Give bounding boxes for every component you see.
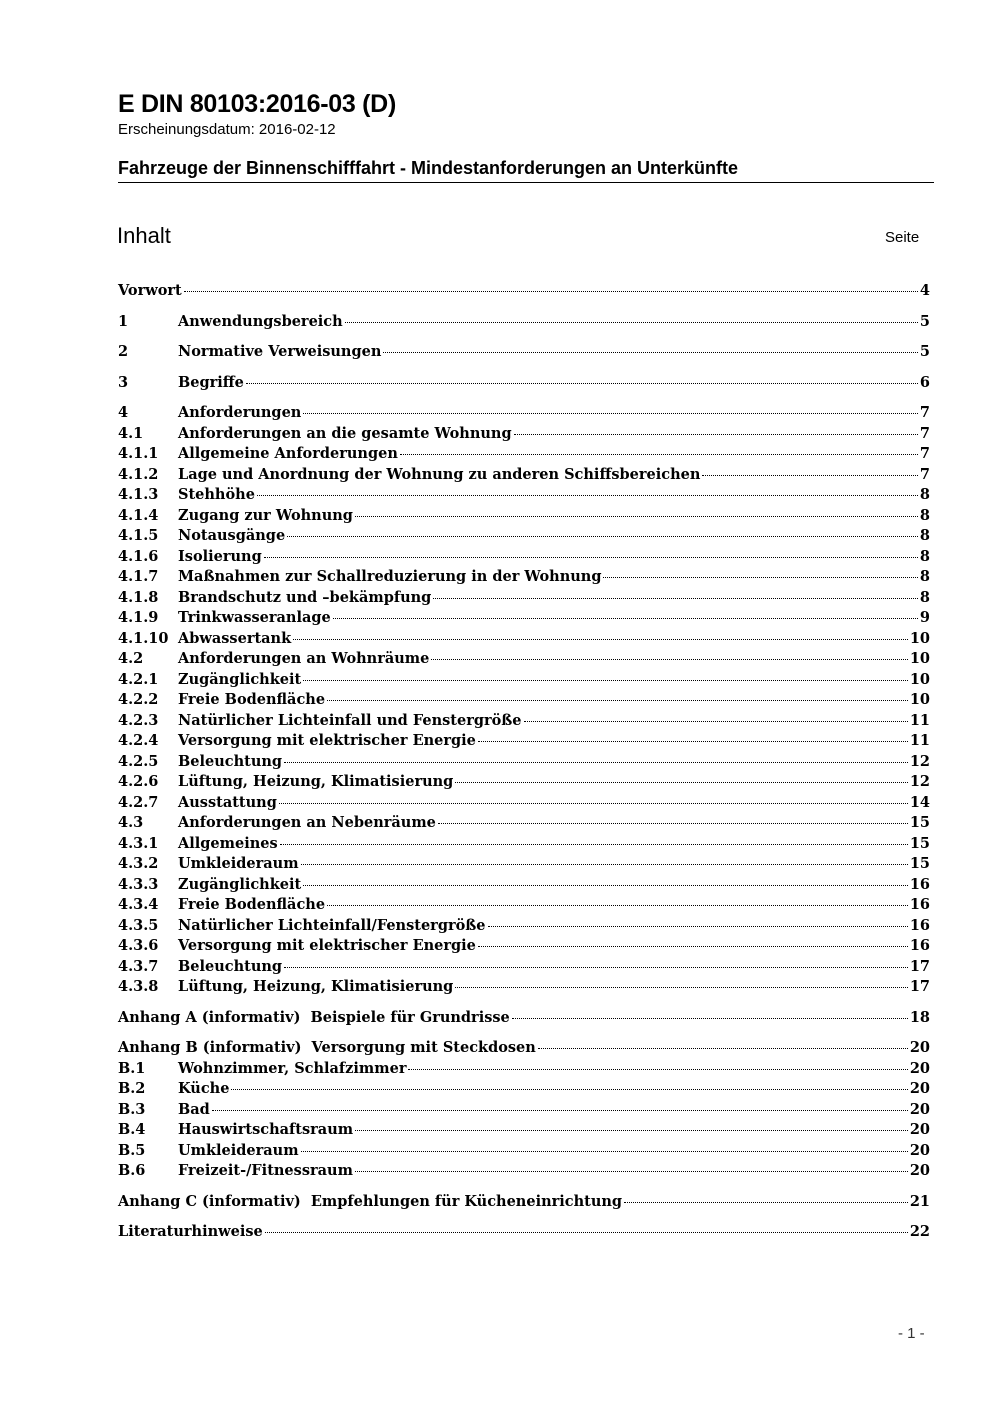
toc-dot-leader [264, 557, 918, 558]
toc-entry-page: 8 [919, 568, 930, 585]
toc-entry[interactable] [118, 957, 930, 978]
toc-entry[interactable] [118, 977, 930, 998]
toc-entry-number: 4.1.4 [118, 506, 159, 524]
toc-entry-page: 16 [909, 875, 930, 893]
toc-entry-title: Zugänglichkeit [178, 670, 302, 688]
toc-entry-title: Lage und Anordnung der Wohnung zu anderen Schiffsbereichen [178, 465, 701, 483]
toc-entry-title: Literaturhinweise [118, 1223, 263, 1240]
toc-entry-number: 4.1.1 [118, 445, 159, 462]
toc-entry-title: Isolierung [178, 547, 262, 565]
toc-entry-number: B.5 [118, 1141, 146, 1159]
toc-entry-number: 4.1.5 [118, 527, 159, 544]
toc-dot-leader [246, 383, 918, 384]
toc-entry[interactable] [118, 526, 930, 547]
toc-entry-number: B.1 [118, 1059, 146, 1077]
toc-entry-title: Anwendungsbereich [178, 312, 343, 330]
toc-dot-leader [293, 639, 908, 640]
toc-dot-leader [303, 413, 918, 414]
toc-entry[interactable] [118, 690, 930, 711]
toc-entry-page: 16 [909, 916, 930, 934]
toc-entry-number: 4.2.6 [118, 773, 159, 790]
toc-entry-number: 4.2.3 [118, 711, 159, 729]
toc-dot-leader [301, 1151, 908, 1152]
toc-entry[interactable] [118, 772, 930, 793]
toc-dot-leader [257, 495, 918, 496]
toc-entry-title: Bad [178, 1100, 210, 1118]
toc-entry[interactable] [118, 1161, 930, 1182]
toc-entry[interactable] [118, 752, 930, 773]
toc-entry-number: B.3 [118, 1100, 146, 1118]
toc-dot-leader [333, 618, 918, 619]
toc-entry-page: 10 [909, 650, 930, 667]
toc-entry-number: 4.3.7 [118, 957, 159, 975]
toc-dot-leader [524, 721, 908, 722]
toc-entry-number: 4.2.1 [118, 670, 159, 688]
toc-entry-title: Hauswirtschaftsraum [178, 1121, 354, 1138]
toc-entry[interactable] [118, 1059, 930, 1080]
toc-entry-page: 21 [909, 1192, 930, 1210]
toc-dot-leader [265, 1232, 908, 1233]
toc-entry-page: 10 [909, 670, 930, 688]
toc-entry-title: Küche [178, 1080, 230, 1097]
toc-entry[interactable] [118, 342, 930, 363]
toc-entry-title: Maßnahmen zur Schallreduzierung in der Wohnung [178, 568, 602, 585]
toc-entry-page: 20 [909, 1121, 930, 1138]
toc-entry-page: 8 [919, 506, 930, 524]
toc-dot-leader [231, 1089, 907, 1090]
toc-entry[interactable] [118, 649, 930, 670]
toc-entry[interactable] [118, 629, 930, 650]
toc-dot-leader [431, 659, 907, 660]
toc-dot-leader [514, 434, 918, 435]
toc-entry-number: 2 [118, 343, 129, 360]
toc-entry-page: 20 [909, 1141, 930, 1159]
toc-entry-title: Wohnzimmer, Schlafzimmer [178, 1059, 407, 1077]
toc-entry-page: 11 [909, 732, 930, 749]
toc-dot-leader [184, 291, 918, 292]
toc-entry[interactable] [118, 834, 930, 855]
toc-entry-page: 11 [909, 711, 930, 729]
toc-entry-title: Zugänglichkeit [178, 875, 302, 893]
toc-entry-number: 4.3.6 [118, 937, 159, 954]
table-of-contents [118, 281, 930, 1243]
toc-entry-title: Anhang A (informativ) Beispiele für Grundrisse [118, 1008, 510, 1026]
toc-entry-page: 20 [909, 1039, 930, 1056]
toc-entry[interactable] [118, 895, 930, 916]
toc-entry[interactable] [118, 608, 930, 629]
toc-entry-number: 4.1 [118, 424, 144, 442]
toc-entry[interactable] [118, 444, 930, 465]
toc-dot-leader [702, 475, 918, 476]
toc-dot-leader [538, 1048, 908, 1049]
toc-entry-title: Versorgung mit elektrischer Energie [178, 937, 476, 954]
toc-entry[interactable] [118, 506, 930, 527]
toc-entry-page: 16 [909, 937, 930, 954]
toc-dot-leader [488, 926, 908, 927]
toc-entry[interactable] [118, 567, 930, 588]
toc-entry[interactable] [118, 424, 930, 445]
toc-entry-number: 4.1.2 [118, 465, 159, 483]
toc-entry-title: Freie Bodenfläche [178, 896, 326, 913]
toc-dot-leader [478, 946, 908, 947]
toc-entry-page: 8 [919, 588, 930, 606]
toc-entry-page: 18 [909, 1008, 930, 1026]
toc-entry-number: 4.1.7 [118, 568, 159, 585]
toc-dot-leader [438, 823, 908, 824]
toc-entry-page: 5 [919, 343, 930, 360]
toc-entry[interactable] [118, 731, 930, 752]
toc-dot-leader [355, 1171, 908, 1172]
toc-entry-title: Beleuchtung [178, 957, 283, 975]
toc-dot-leader [284, 967, 908, 968]
toc-entry-page: 20 [909, 1162, 930, 1179]
toc-entry-number: 4.2.2 [118, 691, 159, 708]
toc-dot-leader [355, 1130, 908, 1131]
publication-date: Erscheinungsdatum: 2016-02-12 [118, 121, 336, 138]
toc-entry[interactable] [118, 854, 930, 875]
toc-entry-number: 4.3.2 [118, 855, 159, 872]
toc-entry-title: Anforderungen an Nebenräume [178, 814, 436, 831]
toc-entry-title: Natürlicher Lichteinfall und Fenstergröße [178, 711, 522, 729]
toc-entry-title: Trinkwasseranlage [178, 609, 331, 626]
toc-dot-leader [603, 577, 917, 578]
toc-entry-page: 15 [909, 834, 930, 852]
toc-entry-title: Begriffe [178, 373, 244, 391]
toc-entry-title: Notausgänge [178, 527, 286, 544]
toc-entry[interactable] [118, 813, 930, 834]
toc-entry[interactable] [118, 875, 930, 896]
toc-page-column-label: Seite [885, 229, 920, 246]
toc-dot-leader [303, 885, 908, 886]
toc-entry[interactable] [118, 936, 930, 957]
toc-dot-leader [383, 352, 918, 353]
toc-entry-number: 4 [118, 404, 129, 421]
toc-entry-page: 4 [919, 282, 930, 299]
toc-dot-leader [301, 864, 908, 865]
toc-dot-leader [327, 700, 908, 701]
toc-entry-title: Freizeit-/Fitnessraum [178, 1162, 353, 1179]
toc-entry-page: 17 [909, 978, 930, 995]
toc-entry[interactable] [118, 485, 930, 506]
toc-entry-title: Allgemeine Anforderungen [178, 445, 398, 462]
toc-dot-leader [512, 1018, 908, 1019]
toc-entry-number: 4.1.10 [118, 629, 169, 647]
toc-entry[interactable] [118, 1222, 930, 1243]
toc-entry-title: Freie Bodenfläche [178, 691, 326, 708]
toc-entry-number: B.4 [118, 1121, 146, 1138]
toc-entry-title: Allgemeines [178, 834, 278, 852]
toc-entry-number: 4.3 [118, 814, 144, 831]
toc-entry-number: B.2 [118, 1080, 146, 1097]
toc-entry-number: 4.3.1 [118, 834, 159, 852]
toc-entry-title: Umkleideraum [178, 1141, 299, 1159]
toc-entry-number: B.6 [118, 1162, 146, 1179]
toc-entry[interactable] [118, 1141, 930, 1162]
toc-entry[interactable] [118, 373, 930, 394]
toc-entry[interactable] [118, 1079, 930, 1100]
toc-entry-title: Anhang B (informativ) Versorgung mit Steckdosen [118, 1039, 536, 1056]
toc-entry[interactable] [118, 916, 930, 937]
toc-entry-page: 8 [919, 547, 930, 565]
toc-entry-title: Abwassertank [178, 629, 292, 647]
toc-entry-title: Beleuchtung [178, 752, 283, 770]
toc-entry-number: 4.2.4 [118, 732, 159, 749]
toc-entry-page: 20 [909, 1059, 930, 1077]
toc-entry[interactable] [118, 1100, 930, 1121]
toc-entry-number: 4.2.5 [118, 752, 159, 770]
toc-entry-page: 15 [909, 814, 930, 831]
toc-entry-page: 6 [919, 373, 930, 391]
toc-entry-page: 7 [919, 445, 930, 462]
toc-entry-page: 8 [919, 527, 930, 544]
toc-entry-title: Normative Verweisungen [178, 343, 382, 360]
toc-dot-leader [624, 1202, 908, 1203]
toc-entry-page: 22 [909, 1223, 930, 1240]
toc-entry[interactable] [118, 711, 930, 732]
toc-entry-number: 3 [118, 373, 129, 391]
toc-entry-title: Anforderungen [178, 404, 302, 421]
toc-entry-title: Anforderungen an die gesamte Wohnung [178, 424, 512, 442]
toc-entry[interactable] [118, 403, 930, 424]
toc-entry[interactable] [118, 1038, 930, 1059]
toc-entry-number: 4.1.9 [118, 609, 159, 626]
toc-entry-number: 4.2.7 [118, 793, 159, 811]
toc-entry-page: 7 [919, 424, 930, 442]
toc-entry-title: Anhang C (informativ) Empfehlungen für Kücheneinrichtung [118, 1192, 623, 1210]
header-divider [118, 182, 934, 183]
toc-entry-title: Natürlicher Lichteinfall/Fenstergröße [178, 916, 486, 934]
toc-entry-number: 4.1.3 [118, 486, 159, 503]
toc-entry[interactable] [118, 1120, 930, 1141]
toc-entry[interactable] [118, 281, 930, 302]
toc-dot-leader [284, 762, 908, 763]
toc-entry-page: 12 [909, 773, 930, 790]
toc-entry-title: Stehhöhe [178, 486, 255, 503]
toc-entry-page: 14 [909, 793, 930, 811]
toc-entry-page: 8 [919, 486, 930, 503]
toc-entry[interactable] [118, 670, 930, 691]
toc-entry-page: 5 [919, 312, 930, 330]
toc-dot-leader [287, 536, 918, 537]
toc-entry-page: 17 [909, 957, 930, 975]
toc-dot-leader [355, 516, 918, 517]
toc-dot-leader [212, 1110, 908, 1111]
toc-entry-title: Ausstattung [178, 793, 277, 811]
toc-dot-leader [303, 680, 908, 681]
toc-entry-page: 12 [909, 752, 930, 770]
toc-entry[interactable] [118, 547, 930, 568]
document-subtitle: Fahrzeuge der Binnenschifffahrt - Mindestanforderungen an Unterkünfte [118, 158, 739, 178]
toc-entry-number: 1 [118, 312, 129, 330]
toc-entry-page: 10 [909, 691, 930, 708]
toc-entry-title: Zugang zur Wohnung [178, 506, 353, 524]
toc-dot-leader [455, 782, 908, 783]
toc-entry-number: 4.3.5 [118, 916, 159, 934]
toc-entry-page: 15 [909, 855, 930, 872]
toc-entry-number: 4.1.8 [118, 588, 159, 606]
toc-dot-leader [327, 905, 908, 906]
toc-entry-number: 4.1.6 [118, 547, 159, 565]
toc-entry[interactable] [118, 1192, 930, 1213]
toc-dot-leader [400, 454, 918, 455]
toc-entry[interactable] [118, 312, 930, 333]
toc-heading: Inhalt [117, 223, 171, 248]
toc-entry-page: 10 [909, 629, 930, 647]
toc-entry-page: 20 [909, 1100, 930, 1118]
toc-entry[interactable] [118, 465, 930, 486]
toc-dot-leader [433, 598, 918, 599]
toc-dot-leader [478, 741, 908, 742]
toc-entry-page: 7 [919, 465, 930, 483]
toc-entry-title: Brandschutz und –bekämpfung [178, 588, 432, 606]
toc-entry-title: Vorwort [118, 282, 182, 299]
toc-entry-title: Umkleideraum [178, 855, 299, 872]
toc-entry[interactable] [118, 1008, 930, 1029]
toc-dot-leader [455, 987, 908, 988]
toc-dot-leader [408, 1069, 907, 1070]
toc-entry-page: 9 [919, 609, 930, 626]
toc-entry-number: 4.2 [118, 650, 144, 667]
toc-entry-title: Anforderungen an Wohnräume [178, 650, 430, 667]
toc-entry-number: 4.3.8 [118, 978, 159, 995]
page-number: - 1 - [898, 1325, 925, 1342]
toc-dot-leader [279, 803, 908, 804]
toc-entry-title: Versorgung mit elektrischer Energie [178, 732, 476, 749]
toc-entry[interactable] [118, 793, 930, 814]
toc-entry-page: 7 [919, 404, 930, 421]
toc-entry-number: 4.3.4 [118, 896, 159, 913]
toc-entry-page: 20 [909, 1080, 930, 1097]
toc-dot-leader [280, 844, 908, 845]
toc-dot-leader [345, 322, 918, 323]
toc-entry-page: 16 [909, 896, 930, 913]
document-title: E DIN 80103:2016-03 (D) [118, 90, 396, 118]
toc-entry-title: Lüftung, Heizung, Klimatisierung [178, 978, 454, 995]
toc-entry[interactable] [118, 588, 930, 609]
toc-entry-number: 4.3.3 [118, 875, 159, 893]
toc-entry-title: Lüftung, Heizung, Klimatisierung [178, 773, 454, 790]
